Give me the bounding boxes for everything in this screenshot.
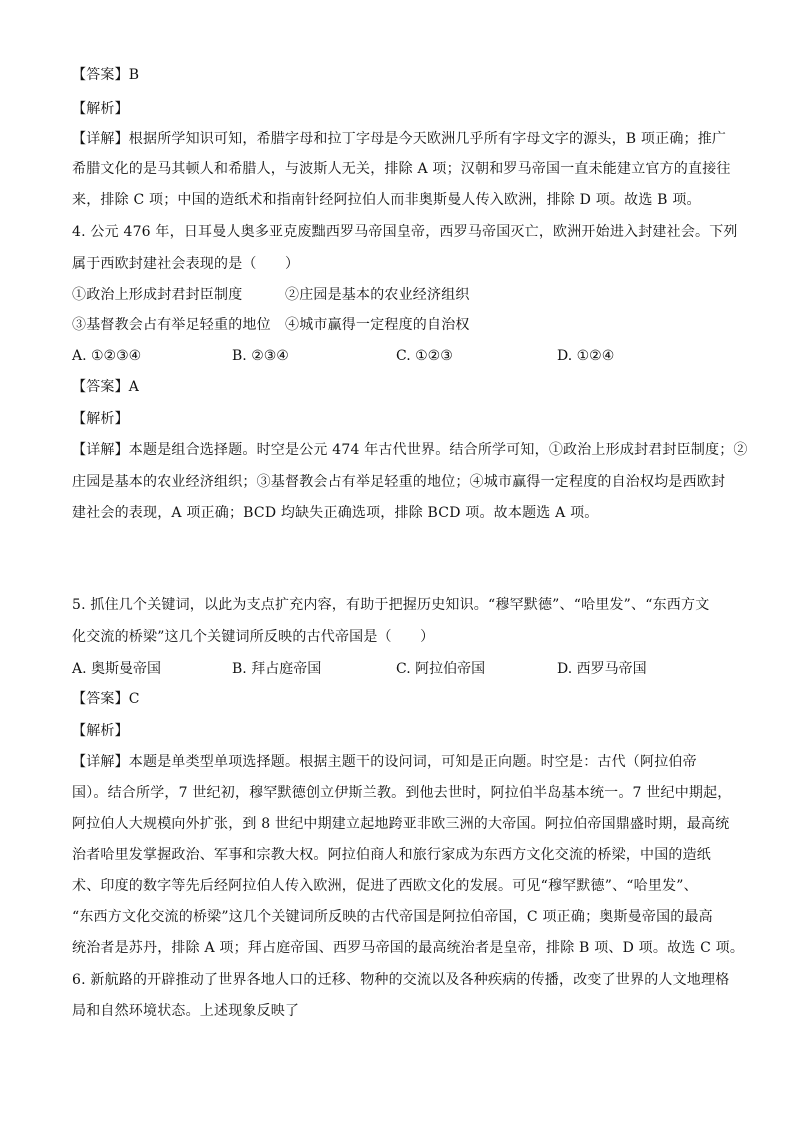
q4-option-b: B. ②③④ <box>232 348 289 364</box>
q4-stem-line: 4. 公元 476 年，日耳曼人奥多亚克废黜西罗马帝国皇帝，西罗马帝国灭亡，欧洲开始进入封建社会。下列 <box>72 224 738 240</box>
q5-detail-line: 国）。结合所学，7 世纪初，穆罕默德创立伊斯兰教。到他去世时，阿拉伯半岛基本统一。7 世纪中期起， <box>72 785 732 801</box>
q4-detail-line: 庄园是基本的农业经济组织；③基督教会占有举足轻重的地位；④城市赢得一定程度的自治权均是西欧封 <box>72 474 726 490</box>
q5-option-c: C. 阿拉伯帝国 <box>396 661 486 677</box>
q4-item-line: ①政治上形成封君封臣制度 ②庄园是基本的农业经济组织 <box>72 287 470 303</box>
q5-analysis-heading: 【解析】 <box>72 723 129 739</box>
q4-detail-line: 建社会的表现，A 项正确；BCD 均缺失正确选项，排除 BCD 项。故本题选 A 项。 <box>72 505 599 521</box>
q5-detail-line: 阿拉伯人大规模向外扩张，到 8 世纪中期建立起地跨亚非欧三洲的大帝国。阿拉伯帝国鼎盛时期，最高统 <box>72 816 730 832</box>
q4-stem-line: 属于西欧封建社会表现的是（ ） <box>72 256 300 272</box>
q5-detail-line: 【详解】本题是单类型单项选择题。根据主题干的设问词，可知是正向题。时空是：古代（阿拉伯帝 <box>72 754 697 770</box>
q3-detail-line: 【详解】根据所学知识可知，希腊字母和拉丁字母是今天欧洲几乎所有字母文字的源头，B 项正确；推广 <box>72 131 727 147</box>
q3-answer: 【答案】B <box>72 67 140 83</box>
q5-detail-line: 术、印度的数字等先后经阿拉伯人传入欧洲，促进了西欧文化的发展。可见“穆罕默德”、“哈里发”、 <box>72 878 698 894</box>
q4-analysis-heading: 【解析】 <box>72 411 129 427</box>
q5-option-d: D. 西罗马帝国 <box>557 661 647 677</box>
q4-answer: 【答案】A <box>72 379 140 395</box>
q3-detail-line: 来，排除 C 项；中国的造纸术和指南针经阿拉伯人而非奥斯曼人传入欧洲，排除 D 项。故选 B 项。 <box>72 192 701 208</box>
q5-answer: 【答案】C <box>72 691 140 707</box>
q4-option-c: C. ①②③ <box>396 348 453 364</box>
q5-detail-line: 治者哈里发掌握政治、军事和宗教大权。阿拉伯商人和旅行家成为东西方文化交流的桥梁，中国的造纸 <box>72 847 711 863</box>
q6-stem-line: 局和自然环境状态。上述现象反映了 <box>72 1003 300 1019</box>
q6-stem-line: 6. 新航路的开辟推动了世界各地人口的迁移、物种的交流以及各种疾病的传播，改变了世界的人文地理格 <box>72 972 730 988</box>
q4-item-line: ③基督教会占有举足轻重的地位 ④城市赢得一定程度的自治权 <box>72 317 470 333</box>
q3-detail-line: 希腊文化的是马其顿人和希腊人，与波斯人无关，排除 A 项；汉朝和罗马帝国一直未能建立官方的直接往 <box>72 161 731 177</box>
q5-option-a: A. 奥斯曼帝国 <box>72 661 162 677</box>
q4-detail-line: 【详解】本题是组合选择题。时空是公元 474 年古代世界。结合所学可知，①政治上形成封君封臣制度；② <box>72 442 748 458</box>
q5-stem-line: 化交流的桥梁”这几个关键词所反映的古代帝国是（ ） <box>72 629 435 645</box>
q5-stem-line: 5. 抓住几个关键词，以此为支点扩充内容，有助于把握历史知识。“穆罕默德”、“哈里发”、“东西方文 <box>72 597 710 613</box>
q4-option-a: A. ①②③④ <box>72 348 142 364</box>
q3-analysis-heading: 【解析】 <box>72 101 129 117</box>
q4-option-d: D. ①②④ <box>557 348 615 364</box>
q5-detail-line: 统治者是苏丹，排除 A 项；拜占庭帝国、西罗马帝国的最高统治者是皇帝，排除 B 项、D 项。故选 C 项。 <box>72 940 745 956</box>
q5-option-b: B. 拜占庭帝国 <box>232 661 322 677</box>
q5-detail-line: “东西方文化交流的桥梁”这几个关键词所反映的古代帝国是阿拉伯帝国，C 项正确；奥斯曼帝国的最高 <box>72 909 713 925</box>
